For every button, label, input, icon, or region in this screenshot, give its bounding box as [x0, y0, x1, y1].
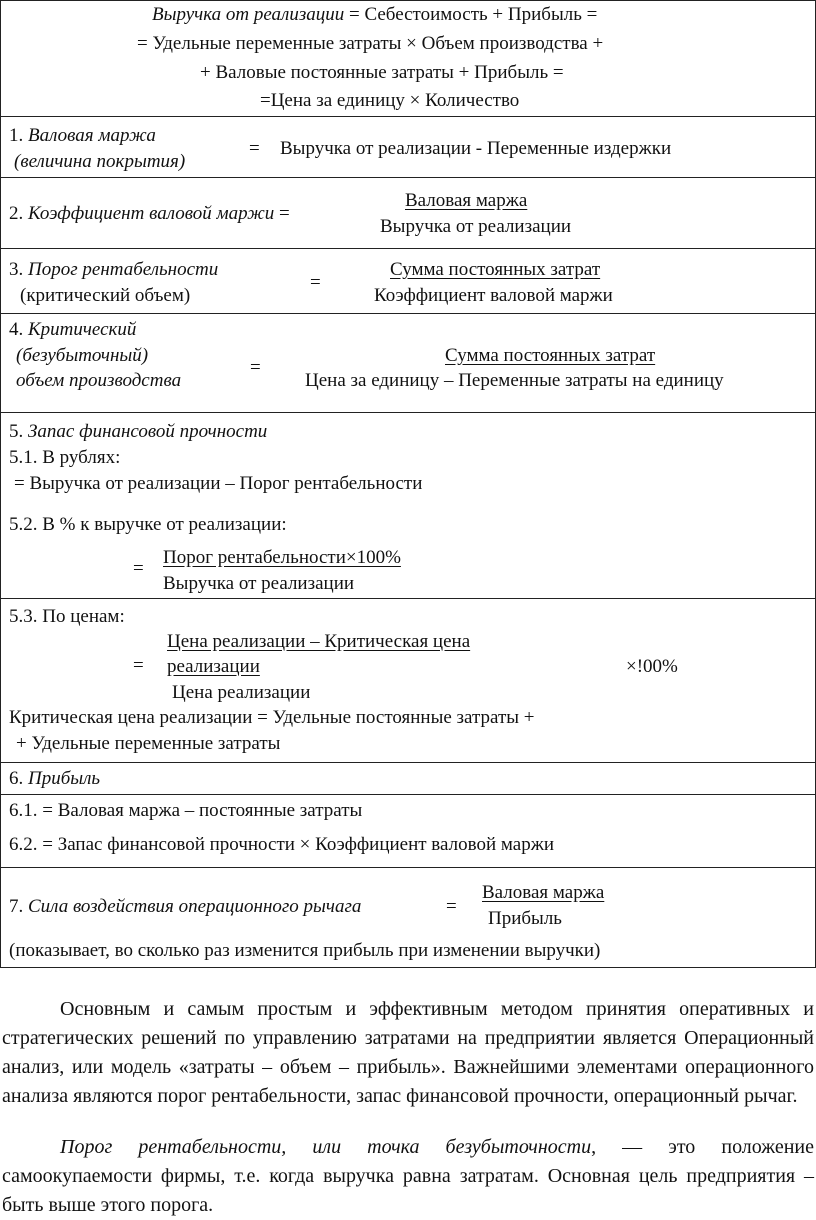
gross-margin-label-sub: (величина покрытия)	[14, 151, 186, 172]
row-divider	[0, 598, 816, 599]
revenue-definition-line-4: =Цена за единицу × Количество	[260, 90, 520, 111]
operating-leverage-denominator: Прибыль	[488, 908, 562, 929]
margin-ratio-label: 2. Коэффициент валовой маржи =	[9, 203, 290, 224]
row-divider	[0, 177, 816, 178]
profit-formula-1: 6.1. = Валовая маржа – постоянные затраты	[9, 800, 363, 821]
critical-price-note-1: Критическая цена реализации = Удельные постоянные затраты +	[9, 707, 535, 728]
critical-price-note-2: + Удельные переменные затраты	[16, 733, 281, 754]
critical-volume-denominator: Цена за единицу – Переменные затраты на единицу	[305, 370, 724, 391]
safety-margin-percent-numerator: Порог рентабельности×100%	[163, 547, 401, 568]
body-paragraph-2: Порог рентабельности, или точка безубыточности, — это положение самоокупаемости фирмы, т.е. когда выручка равна затратам. Основная цель предприятия – быть выше этого порога.	[2, 1136, 814, 1216]
safety-margin-percent-heading: 5.2. В % к выручке от реализации:	[9, 514, 287, 535]
row-divider	[0, 248, 816, 249]
safety-margin-rub-formula: = Выручка от реализации – Порог рентабельности	[14, 473, 423, 494]
profit-title: 6. Прибыль	[9, 768, 101, 789]
operating-leverage-label: 7. Сила воздействия операционного рычага	[9, 896, 362, 917]
row-divider	[0, 313, 816, 314]
row-divider	[0, 116, 816, 117]
gross-margin-formula: Выручка от реализации - Переменные издержки	[280, 138, 672, 159]
break-even-denominator: Коэффициент валовой маржи	[374, 285, 613, 306]
operating-leverage-note: (показывает, во сколько раз изменится прибыль при изменении выручки)	[9, 940, 601, 961]
body-paragraph-1: Основным и самым простым и эффективным методом принятия оперативных и стратегических решений по управлению затратами на предприятии является Операционный анализ, или модель «затраты – объем – прибыль». Важнейшими элементами операционного анализа являются порог рентабельности, запас финансовой прочности, операционный рычаг.	[2, 998, 814, 1107]
critical-volume-label-sub: (безубыточный)	[16, 345, 149, 366]
row-divider	[0, 794, 816, 795]
margin-ratio-denominator: Выручка от реализации	[380, 216, 572, 237]
critical-volume-label: 4. Критический	[9, 319, 137, 340]
gross-margin-label: 1. Валовая маржа	[9, 125, 156, 146]
price-margin-multiplier: ×!00%	[626, 656, 678, 677]
critical-volume-label-sub: объем производства	[16, 370, 182, 391]
safety-margin-percent-denominator: Выручка от реализации	[163, 573, 355, 594]
critical-volume-numerator: Сумма постоянных затрат	[445, 345, 656, 366]
break-even-numerator: Сумма постоянных затрат	[390, 259, 601, 280]
margin-ratio-numerator: Валовая маржа	[405, 190, 528, 211]
revenue-definition-line-2: = Удельные переменные затраты × Объем производства +	[137, 33, 604, 54]
revenue-definition-line-1: Выручка от реализации = Себестоимость + Прибыль =	[152, 4, 598, 25]
break-even-label: 3. Порог рентабельности	[9, 259, 219, 280]
row-divider	[0, 412, 816, 413]
break-even-label-sub: (критический объем)	[20, 285, 191, 306]
price-margin-denominator: Цена реализации	[172, 682, 311, 703]
equals-sign: =	[133, 558, 144, 579]
safety-margin-rub-heading: 5.1. В рублях:	[9, 447, 121, 468]
equals-sign: =	[250, 357, 261, 378]
operating-leverage-numerator: Валовая маржа	[482, 882, 605, 903]
row-divider	[0, 867, 816, 868]
profit-formula-2: 6.2. = Запас финансовой прочности × Коэффициент валовой маржи	[9, 834, 554, 855]
equals-sign: =	[133, 655, 144, 676]
row-divider	[0, 762, 816, 763]
price-margin-numerator-cont: реализации	[167, 656, 260, 677]
safety-margin-title: 5. Запас финансовой прочности	[9, 421, 268, 442]
price-margin-heading: 5.3. По ценам:	[9, 606, 125, 627]
equals-sign: =	[310, 272, 321, 293]
equals-sign: =	[249, 138, 260, 159]
price-margin-numerator: Цена реализации – Критическая цена	[167, 631, 471, 652]
revenue-definition-line-3: + Валовые постоянные затраты + Прибыль =	[200, 62, 564, 83]
equals-sign: =	[446, 896, 457, 917]
